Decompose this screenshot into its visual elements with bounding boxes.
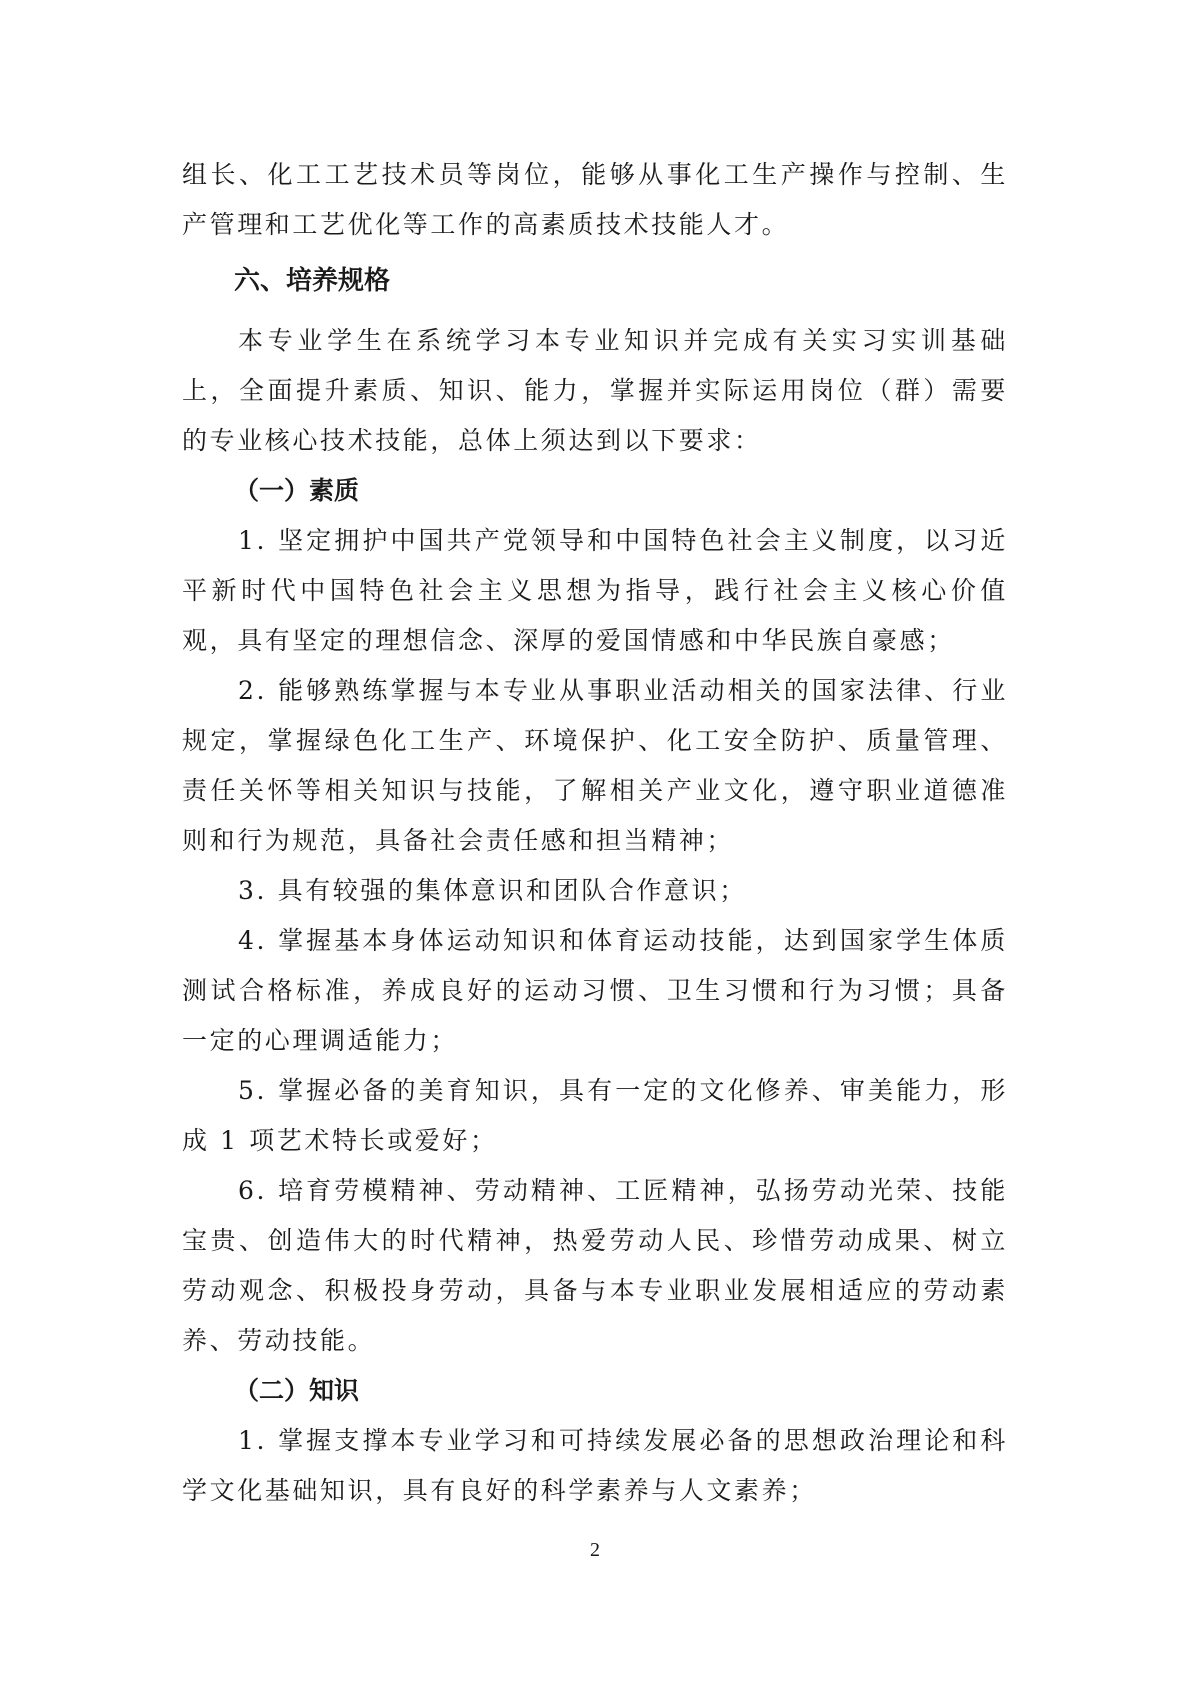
section-intro-paragraph: 本专业学生在系统学习本专业知识并完成有关实习实训基础上，全面提升素质、知识、能力，掌握并实际运用岗位（群）需要的专业核心技术技能，总体上须达到以下要求： — [182, 326, 1008, 455]
quality-item-1: 1. 坚定拥护中国共产党领导和中国特色社会主义制度，以习近平新时代中国特色社会主义思想为指导，践行社会主义核心价值观，具有坚定的理想信念、深厚的爱国情感和中华民族自豪感； — [182, 526, 1008, 655]
page-number: 2 — [590, 1539, 600, 1561]
subsection-heading-knowledge: （二）知识 — [234, 1376, 360, 1405]
page-content — [182, 150, 1008, 1516]
quality-item-4: 4. 掌握基本身体运动知识和体育运动技能，达到国家学生体质测试合格标准，养成良好的运动习惯、卫生习惯和行为习惯；具备一定的心理调适能力； — [182, 926, 1008, 1055]
subsection-heading-quality: （一）素质 — [234, 476, 360, 505]
intro-continuation-paragraph: 组长、化工工艺技术员等岗位，能够从事化工生产操作与控制、生产管理和工艺优化等工作的高素质技术技能人才。 — [182, 160, 1008, 239]
quality-item-6: 6. 培育劳模精神、劳动精神、工匠精神，弘扬劳动光荣、技能宝贵、创造伟大的时代精神，热爱劳动人民、珍惜劳动成果、树立劳动观念、积极投身劳动，具备与本专业职业发展相适应的劳动素养、劳动技能。 — [182, 1176, 1008, 1355]
quality-item-5: 5. 掌握必备的美育知识，具有一定的文化修养、审美能力，形成 1 项艺术特长或爱好； — [182, 1076, 1008, 1155]
quality-item-3: 3. 具有较强的集体意识和团队合作意识； — [238, 876, 747, 905]
knowledge-item-1: 1. 掌握支撑本专业学习和可持续发展必备的思想政治理论和科学文化基础知识，具有良好的科学素养与人文素养； — [182, 1426, 1008, 1505]
section-heading: 六、培养规格 — [234, 266, 391, 296]
quality-item-2: 2. 能够熟练掌握与本专业从事职业活动相关的国家法律、行业规定，掌握绿色化工生产、环境保护、化工安全防护、质量管理、责任关怀等相关知识与技能，了解相关产业文化，遵守职业道德准则和行为规范，具备社会责任感和担当精神； — [182, 676, 1008, 855]
